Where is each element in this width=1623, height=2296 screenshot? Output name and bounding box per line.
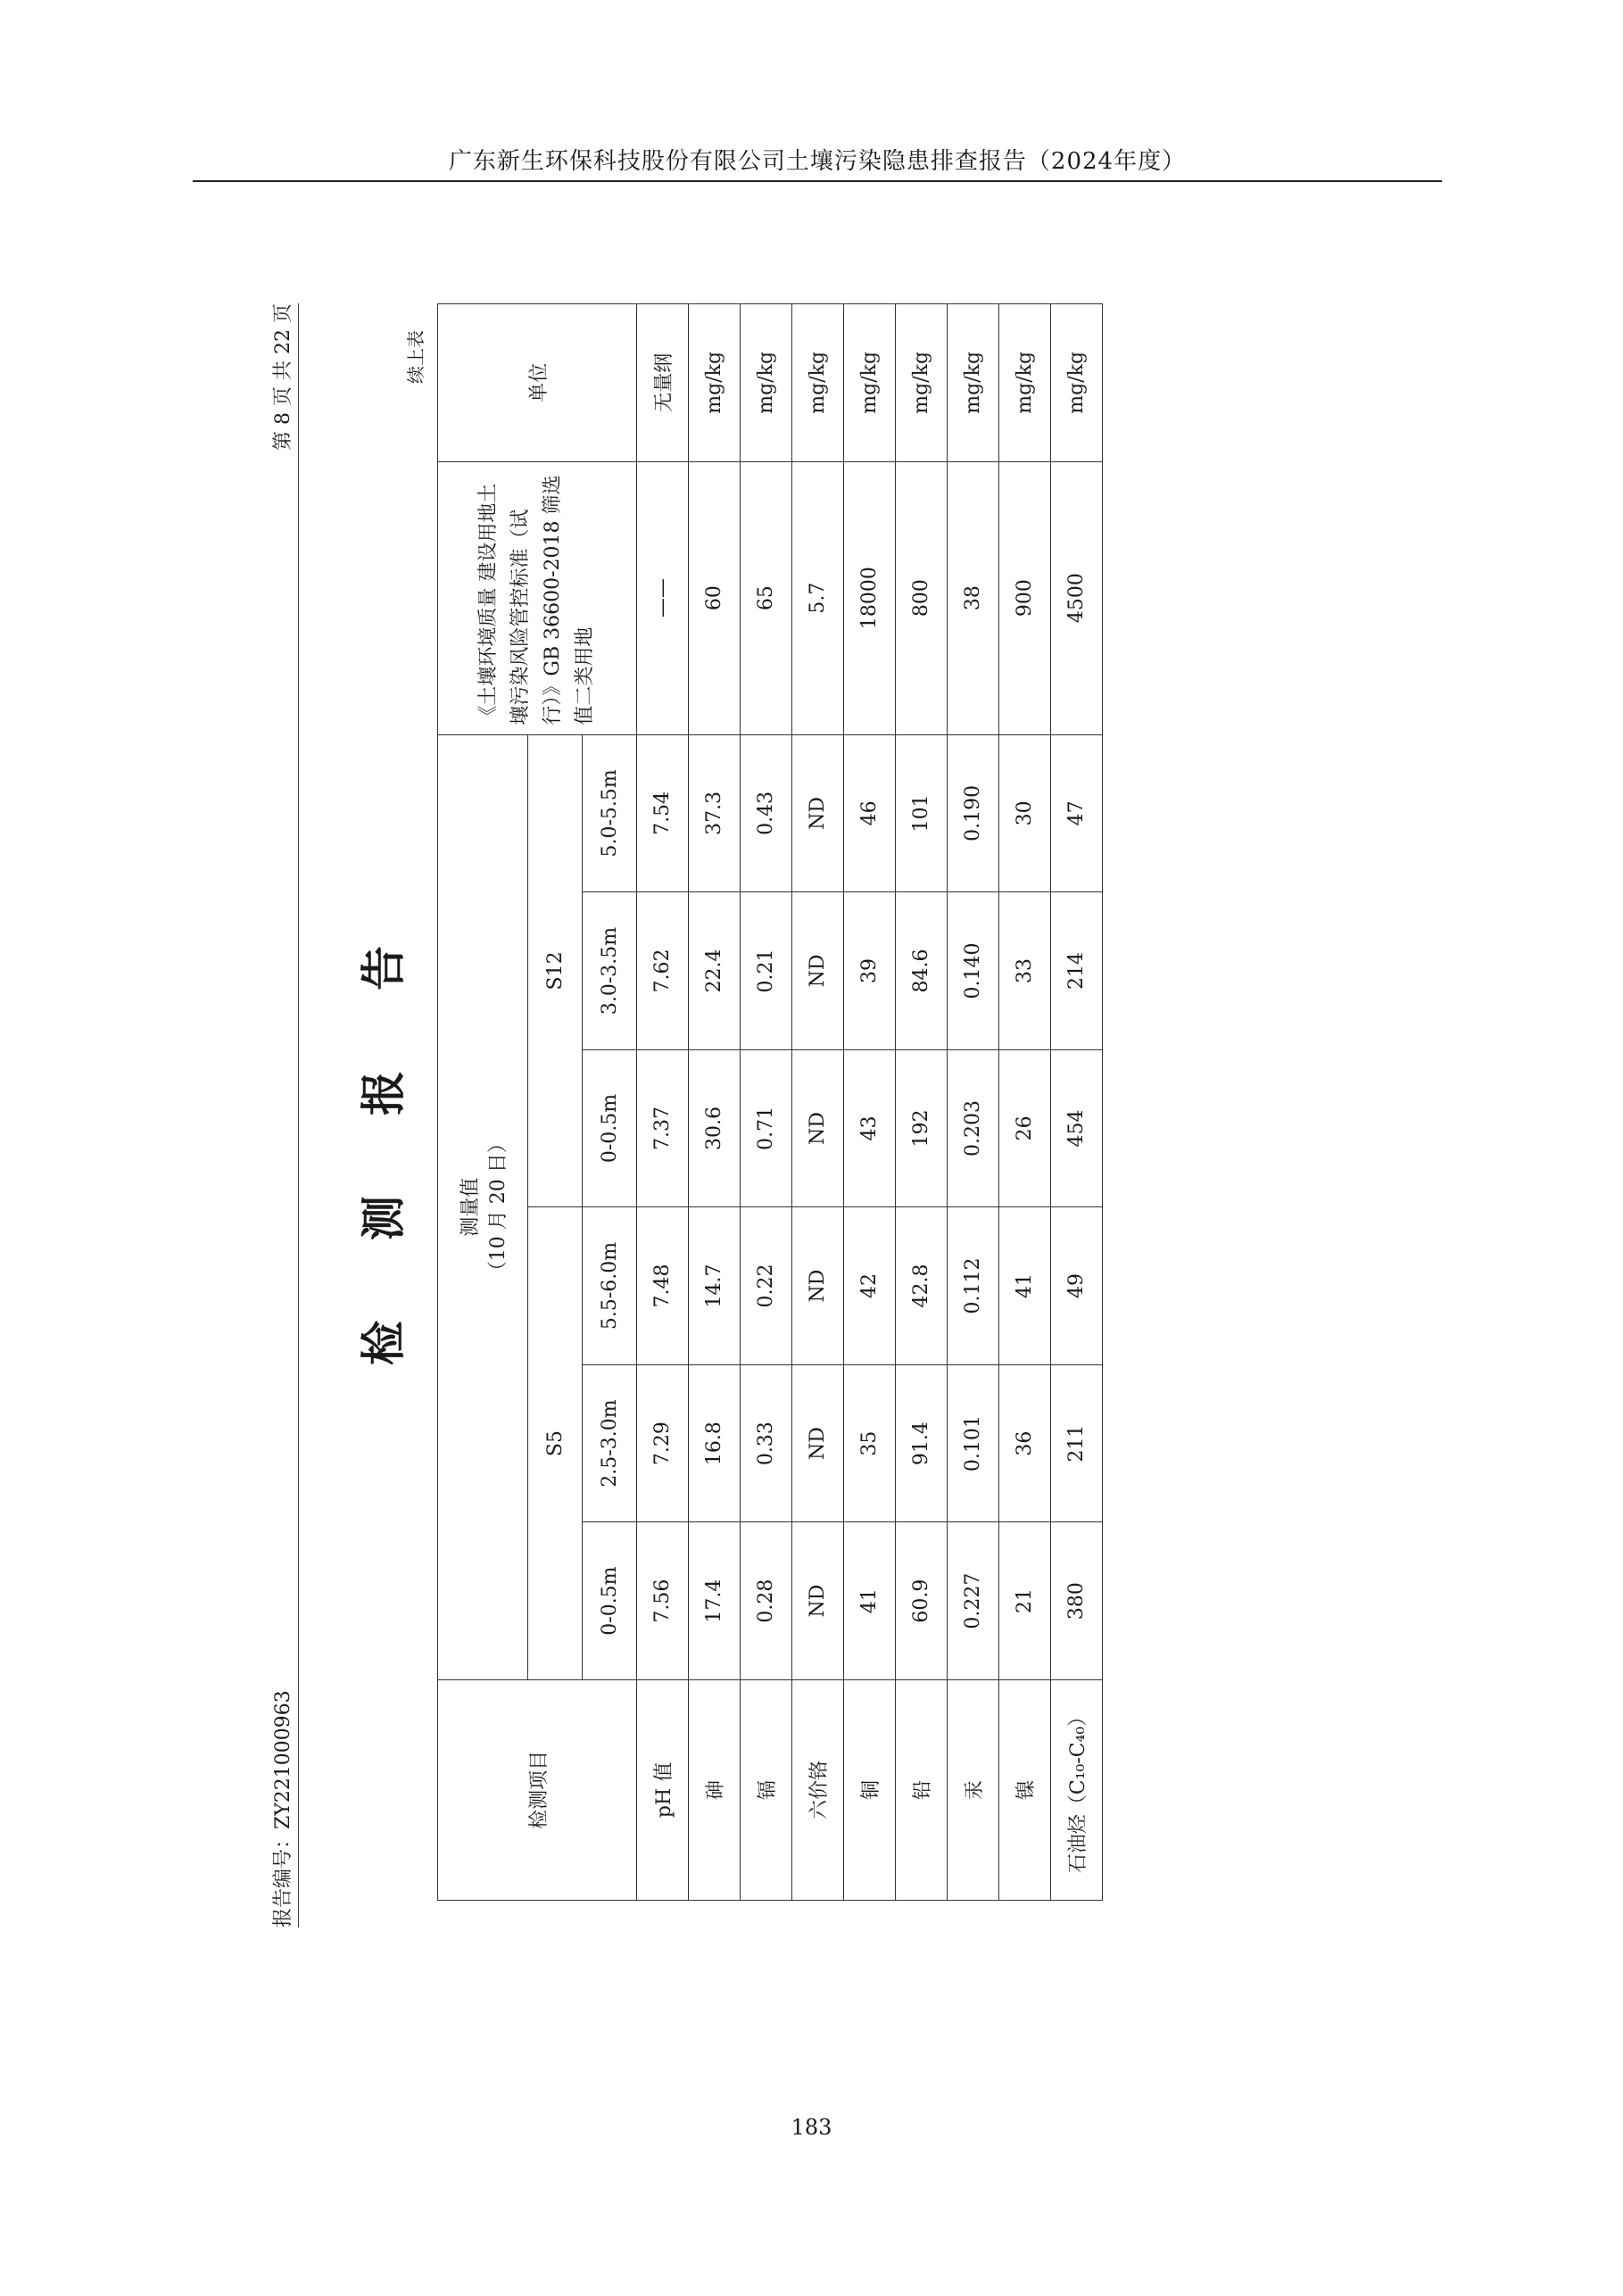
value-cell: 7.48 (637, 1207, 689, 1365)
unit-cell: 无量纲 (637, 304, 689, 462)
value-cell: 7.56 (637, 1522, 689, 1680)
value-cell: 0.33 (741, 1364, 792, 1522)
standard-header: 《土壤环境质量 建设用地土壤污染风险管控标准（试行）》GB 36600-2018 筛选值二类用地 (438, 461, 637, 734)
table-row (689, 304, 741, 1901)
report-number: 报告编号：ZY221000963 (272, 1690, 294, 1927)
value-cell: 0.190 (948, 734, 999, 892)
standard-cell: 5.7 (792, 461, 844, 734)
item-cell: pH 值 (637, 1679, 689, 1900)
value-cell: 41 (999, 1207, 1051, 1365)
standard-cell: 4500 (1051, 461, 1103, 734)
unit-cell: mg/kg (999, 304, 1051, 462)
unit-cell: mg/kg (741, 304, 792, 462)
value-cell: ND (792, 1522, 844, 1680)
value-cell: 42 (844, 1207, 896, 1365)
value-cell: 39 (844, 892, 896, 1050)
report-title: 检测报告 (357, 866, 410, 1365)
value-cell: 47 (1051, 734, 1103, 892)
value-cell: 60.9 (896, 1522, 948, 1680)
unit-cell: mg/kg (792, 304, 844, 462)
standard-cell: 18000 (844, 461, 896, 734)
table-row (844, 304, 896, 1901)
document-header-title: 广东新生环保科技股份有限公司土壤污染隐患排查报告（2024年度） (448, 148, 1187, 175)
measured-header (438, 734, 528, 1679)
depth-header: 5.0-5.5m (583, 734, 637, 892)
value-cell: 0.43 (741, 734, 792, 892)
standard-cell: 900 (999, 461, 1051, 734)
value-cell: 21 (999, 1522, 1051, 1680)
unit-cell: mg/kg (689, 304, 741, 462)
value-cell: 91.4 (896, 1364, 948, 1522)
continued-note: 续上表 (405, 330, 426, 384)
table-row (741, 304, 792, 1901)
value-cell: 14.7 (689, 1207, 741, 1365)
value-cell: 30.6 (689, 1049, 741, 1207)
unit-cell: mg/kg (844, 304, 896, 462)
value-cell: 0.21 (741, 892, 792, 1050)
value-cell: 46 (844, 734, 896, 892)
value-cell: ND (792, 1049, 844, 1207)
item-cell: 六价铬 (792, 1679, 844, 1900)
depth-header: 5.5-6.0m (583, 1207, 637, 1365)
value-cell: ND (792, 734, 844, 892)
value-cell: 16.8 (689, 1364, 741, 1522)
standard-cell: —— (637, 461, 689, 734)
value-cell: 211 (1051, 1364, 1103, 1522)
depth-header: 0-0.5m (583, 1049, 637, 1207)
value-cell: 0.112 (948, 1207, 999, 1365)
value-cell: 0.22 (741, 1207, 792, 1365)
table-row (896, 304, 948, 1901)
standard-cell: 60 (689, 461, 741, 734)
value-cell: 7.54 (637, 734, 689, 892)
value-cell: 17.4 (689, 1522, 741, 1680)
standard-cell: 38 (948, 461, 999, 734)
table-row (1051, 304, 1103, 1901)
results-table (437, 303, 1103, 1901)
table-row (792, 304, 844, 1901)
value-cell: 0.140 (948, 892, 999, 1050)
table-row (999, 304, 1051, 1901)
value-cell: 42.8 (896, 1207, 948, 1365)
value-cell: 7.62 (637, 892, 689, 1050)
value-cell: 380 (1051, 1522, 1103, 1680)
standard-cell: 800 (896, 461, 948, 734)
value-cell: 454 (1051, 1049, 1103, 1207)
value-cell: 37.3 (689, 734, 741, 892)
value-cell: 7.29 (637, 1364, 689, 1522)
unit-cell: mg/kg (948, 304, 999, 462)
value-cell: 0.227 (948, 1522, 999, 1680)
table-row (948, 304, 999, 1901)
value-cell: 0.101 (948, 1364, 999, 1522)
value-cell: 0.28 (741, 1522, 792, 1680)
site-header: S12 (528, 734, 583, 1207)
site-header: S5 (528, 1207, 583, 1680)
value-cell: ND (792, 1364, 844, 1522)
item-cell: 镉 (741, 1679, 792, 1900)
value-cell: 30 (999, 734, 1051, 892)
item-cell: 砷 (689, 1679, 741, 1900)
value-cell: 84.6 (896, 892, 948, 1050)
measured-label: 测量值 (460, 1177, 482, 1237)
value-cell: 49 (1051, 1207, 1103, 1365)
value-cell: 35 (844, 1364, 896, 1522)
item-cell: 铅 (896, 1679, 948, 1900)
value-cell: 0.203 (948, 1049, 999, 1207)
report-divider (298, 303, 299, 1927)
rotated-report-page (268, 303, 1142, 1927)
value-cell: 36 (999, 1364, 1051, 1522)
value-cell: 43 (844, 1049, 896, 1207)
value-cell: 214 (1051, 892, 1103, 1050)
value-cell: 7.37 (637, 1049, 689, 1207)
depth-header: 0-0.5m (583, 1522, 637, 1680)
value-cell: 26 (999, 1049, 1051, 1207)
value-cell: 33 (999, 892, 1051, 1050)
unit-cell: mg/kg (1051, 304, 1103, 462)
value-cell: 192 (896, 1049, 948, 1207)
value-cell: 101 (896, 734, 948, 892)
value-cell: 0.71 (741, 1049, 792, 1207)
unit-cell: mg/kg (896, 304, 948, 462)
item-cell: 铜 (844, 1679, 896, 1900)
measured-date: （10 月 20 日） (487, 1133, 509, 1281)
table-row (637, 304, 689, 1901)
depth-header: 3.0-3.5m (583, 892, 637, 1050)
value-cell: 41 (844, 1522, 896, 1680)
header-divider (193, 180, 1442, 182)
item-header: 检测项目 (438, 1679, 637, 1900)
page-number: 183 (791, 2115, 832, 2140)
value-cell: ND (792, 1207, 844, 1365)
value-cell: ND (792, 892, 844, 1050)
item-cell: 汞 (948, 1679, 999, 1900)
item-cell: 石油烃（C₁₀-C₄₀） (1051, 1679, 1103, 1900)
depth-header: 2.5-3.0m (583, 1364, 637, 1522)
item-cell: 镍 (999, 1679, 1051, 1900)
standard-cell: 65 (741, 461, 792, 734)
page-of-count: 第 8 页 共 22 页 (272, 303, 294, 451)
value-cell: 22.4 (689, 892, 741, 1050)
unit-header: 单位 (438, 304, 637, 462)
